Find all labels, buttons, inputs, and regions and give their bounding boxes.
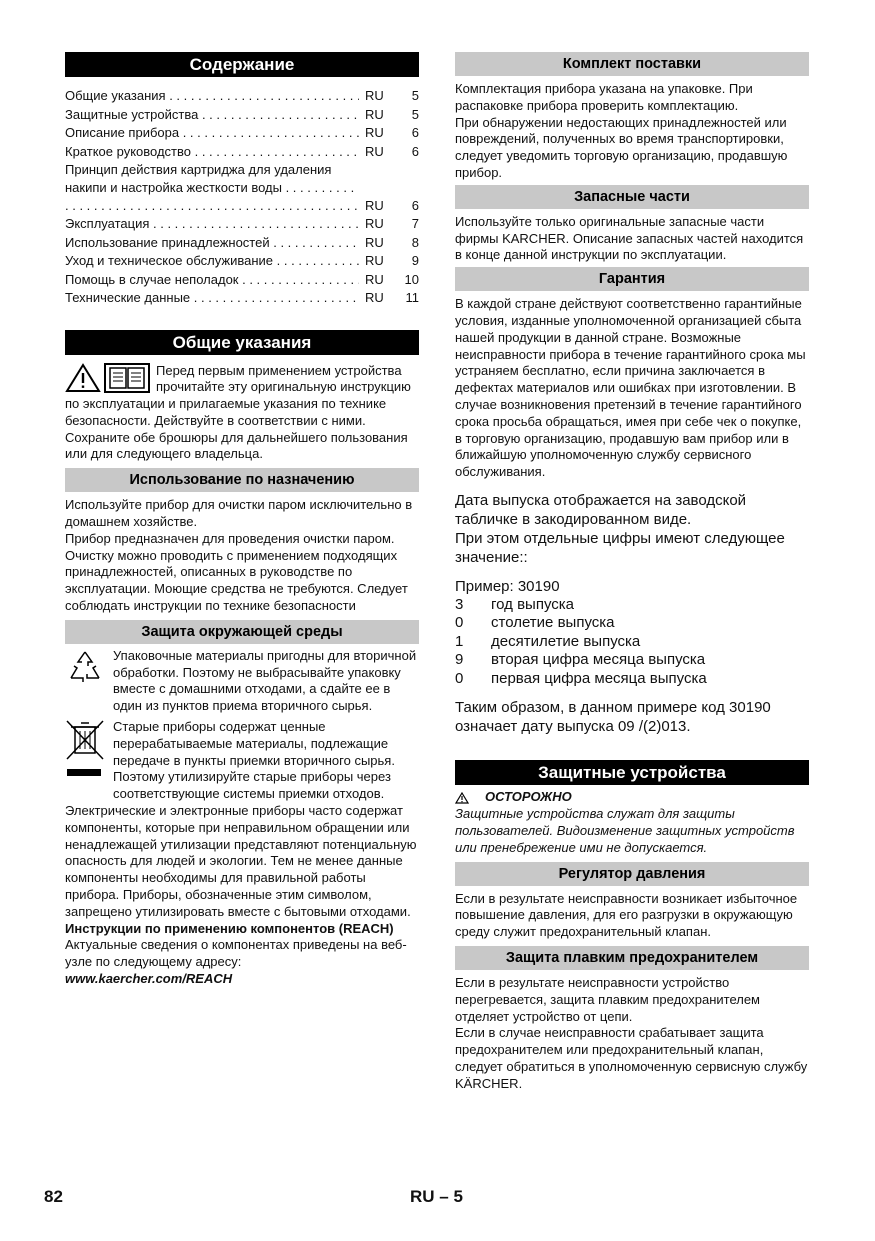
- meaning: первая цифра месяца выпуска: [491, 669, 707, 687]
- toc-title: Краткое руководство: [65, 143, 191, 159]
- delivery-p2: При обнаружении недостающих принадлежностей или повреждений, полученных во время транспортировки, следует уведомить торговую организацию, продавшую прибор.: [455, 114, 788, 180]
- environment-heading: Защита окружающей среды: [65, 620, 419, 644]
- toc-row[interactable]: [65, 215, 419, 234]
- date-code-intro2: При этом отдельные цифры имеют следующее значение::: [455, 529, 785, 566]
- warning-icon: [455, 792, 469, 804]
- warranty-text: В каждой стране действуют соответственно гарантийные условия, изданные уполномоченной организацией сбыта нашей продукции в данной стране. Возможные неисправности прибора в течение гарантийного срока мы устраняем бесплатно, если причина заключается в дефектах материалов или ошибках при изготовлении. В случае возникновения претензий в течение гарантийного срока просьба обращаться, имея при себе чек о покупке, в торговую организацию, продавшую вам прибор или в ближайшую уполномоченную службу сервисного обслуживания.: [455, 296, 806, 480]
- reach-link[interactable]: www.kaercher.com/REACH: [65, 971, 233, 986]
- meaning: год выпуска: [491, 595, 575, 613]
- toc-row[interactable]: [65, 161, 419, 215]
- caution-text: Защитные устройства служат для защиты пользователей. Видоизменение защитных устройств или пренебрежение ими не допускается.: [455, 806, 795, 855]
- toc-title: Эксплуатация: [65, 216, 150, 231]
- toc-row[interactable]: [65, 143, 419, 162]
- reach-heading: Инструкции по применению компонентов (REACH): [65, 920, 394, 936]
- list-item: [455, 651, 809, 670]
- toc-title: Уход и техническое обслуживание: [65, 253, 274, 268]
- intended-use-heading: Использование по назначению: [65, 468, 419, 492]
- delivery-p1: Комплектация прибора указана на упаковке. При распаковке прибора проверить комплектацию.: [455, 81, 753, 113]
- toc-page: 6: [411, 143, 419, 159]
- toc-lang: RU: [365, 290, 384, 305]
- caution-label: ОСТОРОЖНО: [485, 789, 572, 805]
- list-item: [455, 596, 809, 615]
- toc-page: 7: [411, 216, 419, 231]
- safety-heading: Защитные устройства: [455, 760, 809, 785]
- recycle-block: [65, 648, 419, 715]
- toc-title: Использование принадлежностей: [65, 234, 270, 250]
- warning-icon: [65, 363, 101, 393]
- toc-page: 6: [411, 125, 419, 140]
- toc-title: Описание прибора: [65, 125, 180, 140]
- toc-lang: RU: [365, 271, 384, 287]
- toc-lang: RU: [365, 198, 384, 213]
- toc-row[interactable]: [65, 124, 419, 143]
- digit: 1: [455, 632, 464, 650]
- toc-row[interactable]: [65, 234, 419, 253]
- digit: 3: [455, 595, 464, 613]
- digit: 0: [455, 669, 464, 687]
- digit: 0: [455, 614, 464, 632]
- toc-row[interactable]: [65, 271, 419, 290]
- toc-title-line2: накипи и настройка жесткости воды: [65, 180, 282, 195]
- footer-page-number: 82: [44, 1187, 63, 1206]
- old-devices-block: [65, 719, 419, 803]
- date-code-example: Пример: 30190: [455, 577, 560, 595]
- meaning: вторая цифра месяца выпуска: [491, 651, 706, 669]
- left-column: [65, 52, 419, 988]
- toc-lang: RU: [365, 88, 384, 103]
- meaning: столетие выпуска: [491, 614, 615, 632]
- date-code-table: [455, 596, 809, 689]
- toc-title-line1: Принцип действия картриджа для удаления: [65, 162, 332, 177]
- toc-row[interactable]: [65, 289, 419, 308]
- manual-notice: [65, 363, 419, 464]
- toc-page: 10: [404, 271, 419, 287]
- spare-parts-heading: Запасные части: [455, 185, 809, 209]
- pressure-regulator-heading: Регулятор давления: [455, 862, 809, 886]
- intended-use-p1: Используйте прибор для очистки паром исключительно в домашнем хозяйстве.: [65, 497, 413, 530]
- crossed-bin-icon: [65, 719, 105, 781]
- general-heading: Общие указания: [65, 330, 419, 355]
- meaning: десятилетие выпуска: [491, 632, 641, 650]
- fuse-heading: Защита плавким предохранителем: [455, 946, 809, 970]
- toc-page: 6: [411, 198, 419, 213]
- table-of-contents: [65, 87, 419, 308]
- toc-page: 8: [411, 234, 419, 250]
- toc-page: 5: [411, 106, 419, 122]
- toc-title: Помощь в случае неполадок: [65, 271, 239, 287]
- caution-label-row: [455, 789, 809, 806]
- notice-icons: [65, 363, 150, 393]
- toc-page: 11: [405, 290, 419, 305]
- recycle-icon: [65, 648, 105, 688]
- spare-parts-text: Используйте только оригинальные запасные части фирмы KARCHER. Описание запасных частей находится в конце данной инструкции по эксплуатации.: [455, 213, 804, 263]
- reach-text: Актуальные сведения о компонентах приведены на веб-узле по следующему адресу:: [65, 937, 407, 970]
- toc-title: Общие указания: [65, 88, 166, 103]
- date-code-intro: Дата выпуска отображается на заводской табличке в закодированном виде.: [455, 491, 747, 528]
- toc-heading: Содержание: [65, 52, 419, 77]
- right-column: [455, 52, 809, 1093]
- toc-lang: RU: [365, 253, 384, 268]
- toc-title: Технические данные: [65, 290, 191, 305]
- toc-page: 5: [411, 88, 419, 103]
- notice-text: Перед первым применением устройства прочитайте эту оригинальную инструкцию по эксплуатации и прилагаемые указания по технике безопасности. Действуйте в соответствии с ними. Сохраните обе брошюры для дальнейшего пользования или для следующего владельца.: [65, 362, 411, 462]
- toc-lang: RU: [365, 143, 384, 159]
- toc-row[interactable]: [65, 252, 419, 271]
- manual-book-icon: [104, 363, 150, 393]
- delivery-heading: Комплект поставки: [455, 52, 809, 76]
- toc-lang: RU: [365, 234, 384, 250]
- old-devices-text: Старые приборы содержат ценные перерабатываемые материалы, подлежащие передаче в пункты приемки вторичного сырья. Поэтому утилизируйте старые приборы через соответствующие системы приемки отходов.: [113, 719, 395, 802]
- electronics-text: Электрические и электронные приборы часто содержат компоненты, которые при неправильном обращении или ненадлежащей утилизации представляют потенциальную опасность для людей и экологии. Тем не менее данные компоненты необходимы для правильной работы прибора. Приборы, обозначенные этим символом, запрещено утилизировать вместе с бытовыми отходами.: [65, 803, 417, 919]
- toc-page: 9: [411, 253, 419, 268]
- toc-row[interactable]: [65, 106, 419, 125]
- list-item: [455, 670, 809, 689]
- fuse-p2: Если в случае неисправности срабатывает защита предохранителем или предохранительный клапан, следует обратиться в уполномоченную сервисную службу KÄRCHER.: [455, 1025, 808, 1091]
- warranty-heading: Гарантия: [455, 267, 809, 291]
- list-item: [455, 633, 809, 652]
- intended-use-p2: Прибор предназначен для проведения очистки паром. Очистку можно проводить с применением подходящих принадлежностей, описанных в руководстве по эксплуатации. Моющие средства не требуются. Следует соблюдать инструкции по технике безопасности: [65, 530, 408, 614]
- toc-lang: RU: [365, 106, 384, 122]
- recycle-text: Упаковочные материалы пригодны для вторичной обработки. Поэтому не выбрасывайте упаковку вместе с домашними отходами, а сдайте ее в один из пунктов приема вторичного сырья.: [113, 647, 417, 714]
- pressure-regulator-text: Если в результате неисправности возникает избыточное повышение давления, для его разгрузки в окружающую среду служит предохранительный клапан.: [455, 890, 798, 940]
- toc-row[interactable]: [65, 87, 419, 106]
- fuse-p1: Если в результате неисправности устройство перегревается, защита плавким предохранителем отделяет устройство от цепи.: [455, 975, 760, 1024]
- toc-lang: RU: [365, 125, 384, 140]
- date-code-conclusion: Таким образом, в данном примере код 30190 означает дату выпуска 09 /(2)013.: [455, 699, 771, 736]
- toc-lang: RU: [365, 216, 384, 231]
- toc-title: Защитные устройства: [65, 106, 199, 122]
- list-item: [455, 614, 809, 633]
- digit: 9: [455, 651, 464, 669]
- footer-section: RU – 5: [410, 1187, 463, 1206]
